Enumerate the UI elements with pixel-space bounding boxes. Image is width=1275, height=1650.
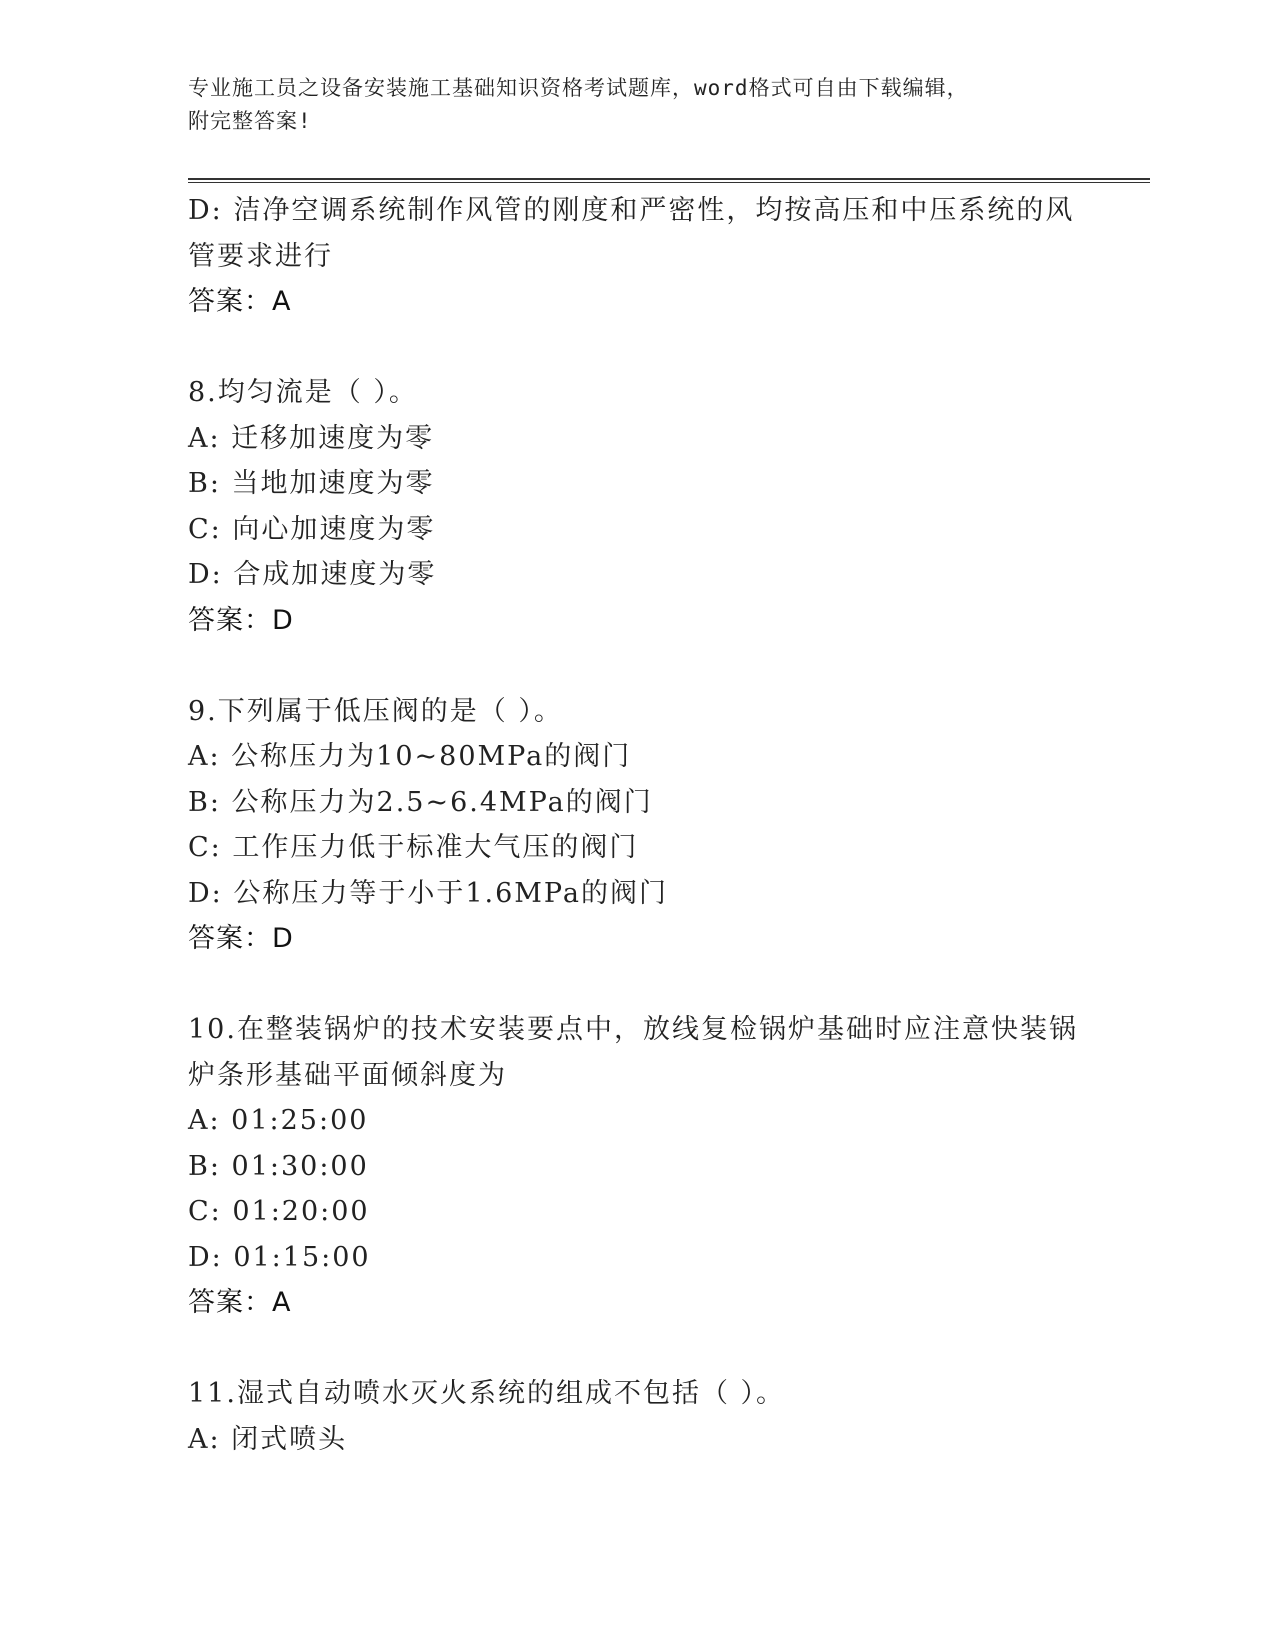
option-d: D: 洁净空调系统制作风管的刚度和严密性，均按高压和中压系统的风 — [188, 195, 1075, 226]
answer-label: 答案：A — [188, 286, 292, 317]
option-b: B: 当地加速度为零 — [188, 468, 435, 499]
question-text: 8.均匀流是（ ）。 — [188, 377, 418, 408]
option-d-continued: 管要求进行 — [188, 240, 333, 272]
question-block-11 — [188, 1371, 1088, 1462]
question-text: 9.下列属于低压阀的是（ ）。 — [188, 695, 563, 727]
option-c: C: 向心加速度为零 — [188, 513, 436, 545]
question-text: 10.在整装锅炉的技术安装要点中，放线复检锅炉基础时应注意快装锅 — [188, 1014, 1078, 1045]
option-d: D: 合成加速度为零 — [188, 559, 437, 590]
question-block-7 — [188, 188, 1088, 325]
document-header — [188, 72, 1088, 138]
option-c: C: 工作压力低于标准大气压的阀门 — [188, 832, 639, 863]
question-block-10 — [188, 1007, 1088, 1326]
option-b: B: 公称压力为2.5~6.4MPa的阀门 — [188, 786, 653, 818]
option-d: D: 01:15:00 — [188, 1241, 371, 1273]
header-line-2: 附完整答案! — [188, 109, 312, 133]
document-body — [188, 188, 1088, 1462]
option-a: A: 闭式喷头 — [188, 1423, 348, 1455]
header-divider — [188, 178, 1150, 183]
option-a: A: 01:25:00 — [188, 1105, 369, 1136]
question-text: 11.湿式自动喷水灭火系统的组成不包括（ ）。 — [188, 1378, 786, 1409]
answer-label: 答案：A — [188, 1287, 292, 1318]
question-block-8 — [188, 370, 1088, 644]
header-line-1: 专业施工员之设备安装施工基础知识资格考试题库，word格式可自由下载编辑， — [188, 76, 969, 100]
question-block-9 — [188, 689, 1088, 963]
question-text-continued: 炉条形基础平面倾斜度为 — [188, 1059, 507, 1091]
option-b: B: 01:30:00 — [188, 1150, 369, 1182]
option-a: A: 迁移加速度为零 — [188, 422, 435, 454]
option-a: A: 公称压力为10~80MPa的阀门 — [188, 741, 632, 772]
answer-label: 答案：D — [188, 923, 294, 954]
option-c: C: 01:20:00 — [188, 1196, 370, 1227]
answer-label: 答案：D — [188, 604, 294, 636]
option-d: D: 公称压力等于小于1.6MPa的阀门 — [188, 877, 668, 909]
